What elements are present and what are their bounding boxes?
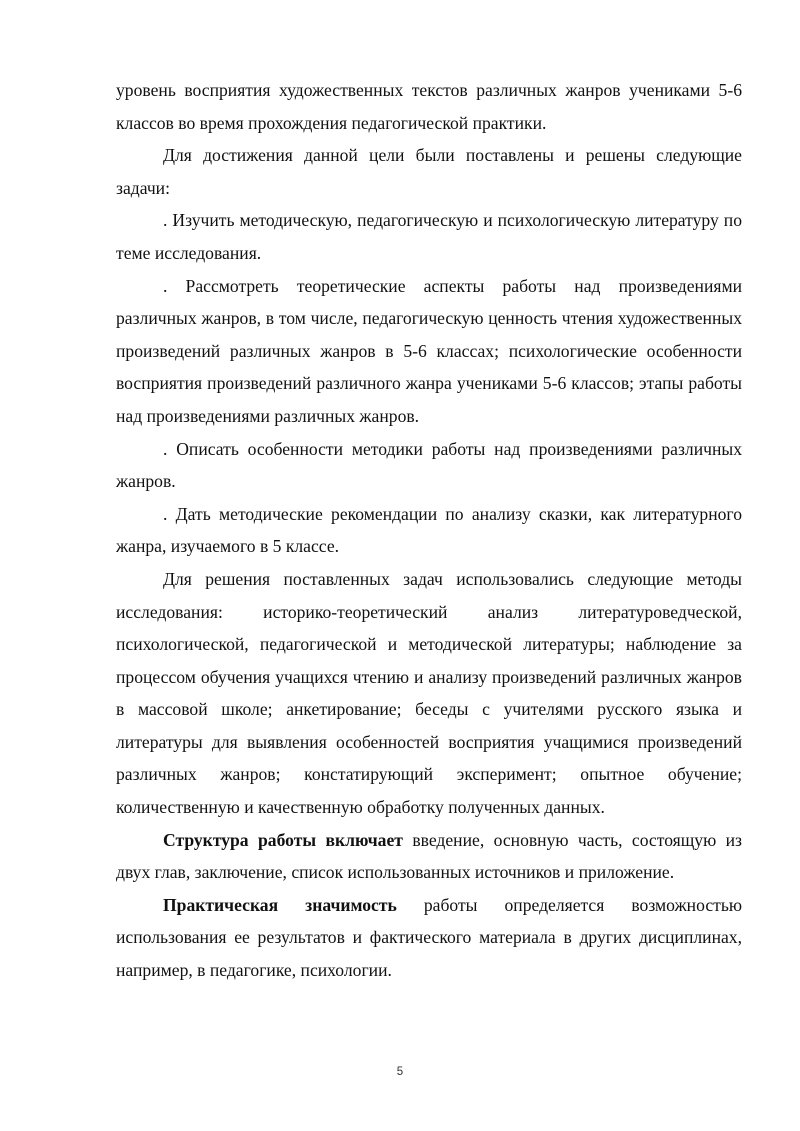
significance-text: работы определяется возможностью использования ее результатов и фактического материала в других дисциплинах, например, в педагогике, психологии. [116, 894, 742, 981]
structure-text: введение, основную часть, состоящую из двух глав, заключение, список использованных источников и приложение. [116, 829, 742, 883]
structure-heading: Структура работы включает [163, 829, 403, 850]
paragraph-significance [116, 889, 742, 987]
task-item-4: . Дать методические рекомендации по анализу сказки, как литературного жанра, изучаемого в 5 классе. [116, 503, 742, 557]
task-item-1: . Изучить методическую, педагогическую и психологическую литературу по теме исследования. [116, 210, 742, 263]
significance-heading: Практическая значимость [163, 894, 397, 915]
page-number: 5 [396, 1066, 404, 1078]
paragraph-structure [116, 824, 742, 889]
paragraph-tasks-intro: Для достижения данной цели были поставлены и решены следующие задачи: [116, 145, 742, 198]
paragraph-methods: Для решения поставленных задач использовались следующие методы исследования: историко-теоретический анализ литературоведческой, психологической, педагогической и методической литературы; наблюдение за процессом обучения учащихся чтению и анализу произведений различных жанров в массовой школе; анкетирование; беседы с учителями русского языка и литературы для выявления особенностей восприятия учащимися произведений различных жанров; констатирующий эксперимент; опытное обучение; количественную и качественную обработку полученных данных. [116, 568, 742, 818]
task-item-3: . Описать особенности методики работы над произведениями различных жанров. [116, 438, 742, 492]
body-text [116, 74, 742, 987]
task-item-2: . Рассмотреть теоретические аспекты работы над произведениями различных жанров, в том числе, педагогическую ценность чтения художественных произведений различных жанров в 5-6 классах; психологические особенности восприятия произведений различного жанра учениками 5-6 классов; этапы работы над произведениями различных жанров. [116, 275, 742, 426]
paragraph-aim-continuation: уровень восприятия художественных текстов различных жанров учениками 5-6 классов во время прохождения педагогической практики. [116, 80, 742, 133]
